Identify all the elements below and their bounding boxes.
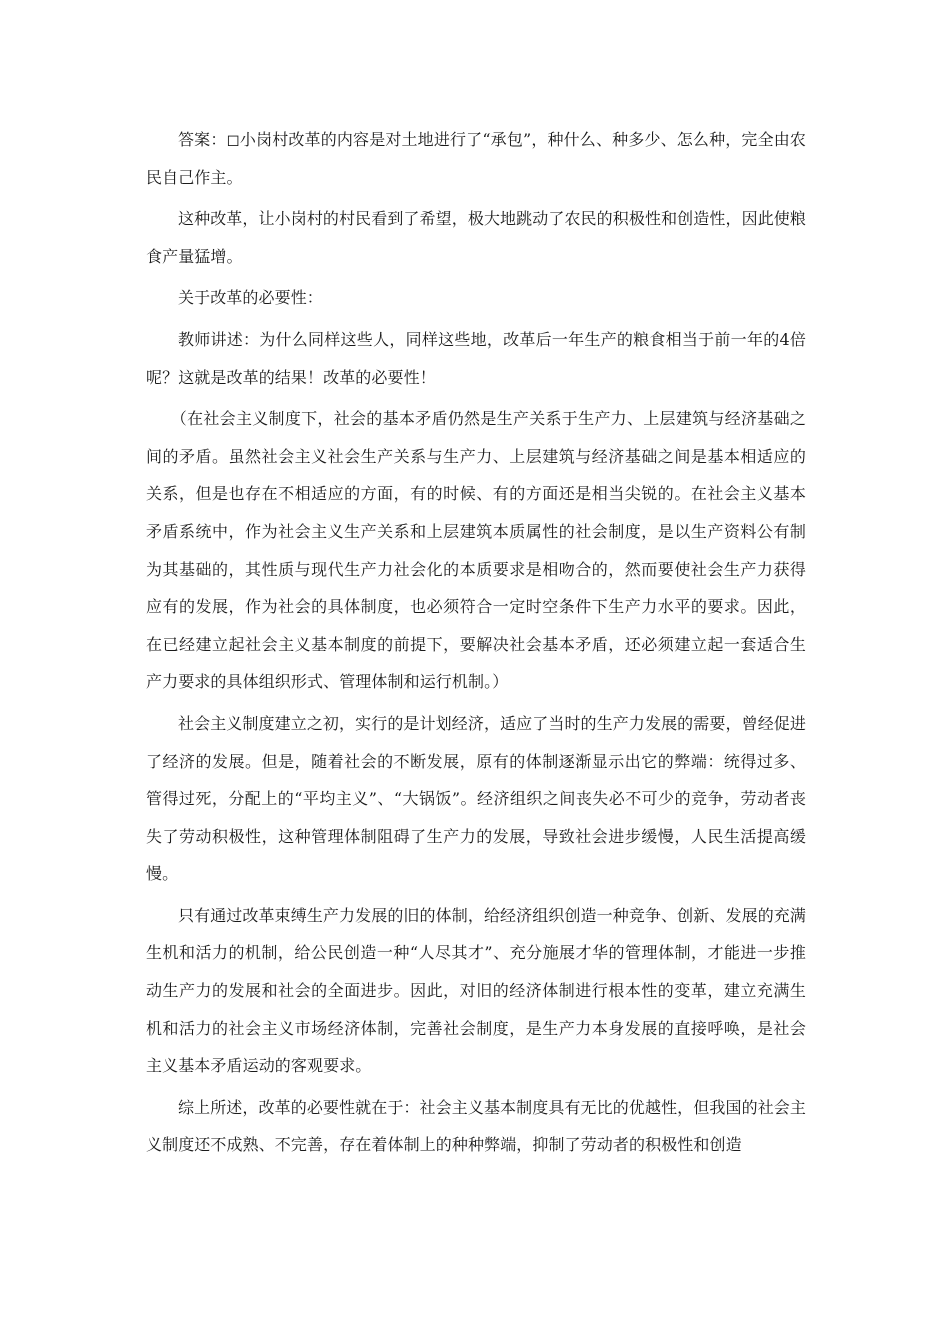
parenthetical-explanation-paragraph: （在社会主义制度下，社会的基本矛盾仍然是生产关系于生产力、上层建筑与经济基础之间的矛盾。虽然社会主义社会生产关系与生产力、上层建筑与经济基础之间是基本相适应的关系，但是也存在不相适应的方面，有的时候、有的方面还是相当尖锐的。在社会主义基本矛盾系统中，作为社会主义生产关系和上层建筑本质属性的社会制度，是以生产资料公有制为其基础的，其性质与现代生产力社会化的本质要求是相吻合的，然而要使社会生产力获得应有的发展，作为社会的具体制度，也必须符合一定时空条件下生产力水平的要求。因此，在已经建立起社会主义基本制度的前提下，要解决社会基本矛盾，还必须建立起一套适合生产力要求的具体组织形式、管理体制和运行机制。） [146, 409, 806, 692]
reform-effect-paragraph: 这种改革，让小岗村的村民看到了希望，极大地跳动了农民的积极性和创造性，因此使粮食产量猛增。 [146, 209, 806, 266]
summary-paragraph: 综上所述，改革的必要性就在于：社会主义基本制度具有无比的优越性，但我国的社会主义制度还不成熟、不完善，存在着体制上的种种弊端，抑制了劳动者的积极性和创造 [146, 1097, 806, 1155]
planned-economy-paragraph: 社会主义制度建立之初，实行的是计划经济，适应了当时的生产力发展的需要，曾经促进了经济的发展。但是，随着社会的不断发展，原有的体制逐渐显示出它的弊端：统得过多、管得过死，分配上的“平均主义”、“大锅饭”。经济组织之间丧失必不可少的竞争，劳动者丧失了劳动积极性，这种管理体制阻碍了生产力的发展，导致社会进步缓慢，人民生活提高缓慢。 [146, 713, 806, 884]
teacher-narration-paragraph: 教师讲述：为什么同样这些人，同样这些地，改革后一年生产的粮食相当于前一年的4倍呢？这就是改革的结果！改革的必要性！ [146, 329, 806, 387]
document-body [146, 121, 806, 1166]
answer-paragraph: 答案：◻小岗村改革的内容是对土地进行了“承包”，种什么、种多少、怎么种，完全由农民自己作主。 [146, 130, 806, 187]
reform-mechanism-paragraph: 只有通过改革束缚生产力发展的旧的体制，给经济组织创造一种竞争、创新、发展的充满生机和活力的机制，给公民创造一种“人尽其才”、充分施展才华的管理体制，才能进一步推动生产力的发展和社会的全面进步。因此，对旧的经济体制进行根本性的变革，建立充满生机和活力的社会主义市场经济体制，完善社会制度，是生产力本身发展的直接呼唤，是社会主义基本矛盾运动的客观要求。 [146, 905, 806, 1076]
section-heading-necessity: 关于改革的必要性： [178, 288, 323, 308]
